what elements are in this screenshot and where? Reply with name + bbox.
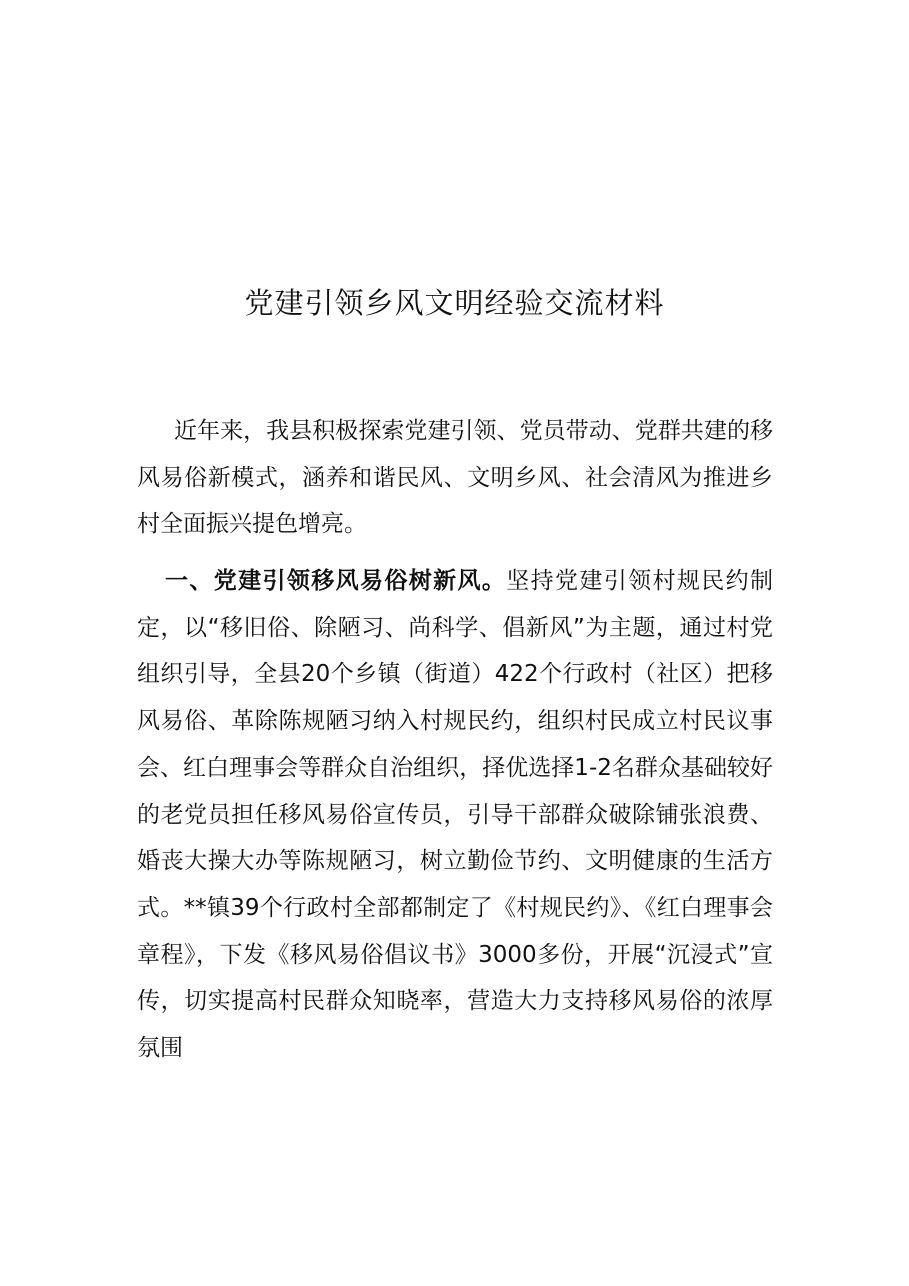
- section-one-heading: 一、党建引领移风易俗树新风。: [165, 568, 507, 594]
- section-one-paragraph: [137, 558, 773, 1072]
- document-title: 党建引领乡风文明经验交流材料: [244, 286, 665, 320]
- section-one-text: 坚持党建引领村规民约制定，以“移旧俗、除陋习、尚科学、倡新风”为主题，通过村党组织引导，全县20个乡镇（街道）422个行政村（社区）把移风易俗、革除陈规陋习纳入村规民约，组织村民成立村民议事会、红白理事会等群众自治组织，择优选择1-2名群众基础较好的老党员担任移风易俗宣传员，引导干部群众破除铺张浪费、婚丧大操大办等陈规陋习，树立勤俭节约、文明健康的生活方式。**镇39个行政村全部都制定了《村规民约》、《红白理事会章程》，下发《移风易俗倡议书》3000多份，开展“沉浸式”宣传，切实提高村民群众知晓率，营造大力支持移风易俗的浓厚氛围: [137, 568, 773, 1062]
- intro-paragraph-text: 近年来，我县积极探索党建引领、党员带动、党群共建的移风易俗新模式，涵养和谐民风、文明乡风、社会清风为推进乡村全面振兴提色增亮。: [137, 418, 773, 538]
- intro-paragraph: [137, 408, 773, 548]
